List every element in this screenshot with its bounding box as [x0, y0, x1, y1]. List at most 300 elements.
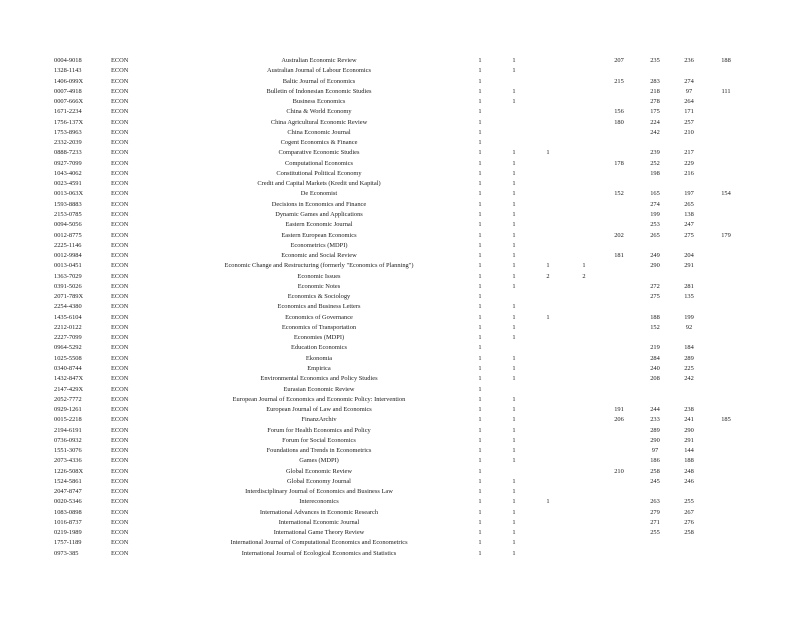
table-row — [0, 477, 800, 487]
rank-f-cell: 175 — [650, 108, 660, 116]
issn-cell: 0023-4591 — [54, 180, 82, 188]
table-row — [0, 313, 800, 323]
table-row — [0, 138, 800, 148]
rank-g-cell: 199 — [684, 313, 694, 321]
rank-g-cell: 289 — [684, 354, 694, 362]
rank-g-cell: 275 — [684, 231, 694, 239]
journal-name-cell: European Journal of Law and Economics — [266, 406, 372, 414]
issn-cell: 2225-1146 — [54, 241, 82, 249]
journal-name-cell: Decisions in Economics and Finance — [271, 200, 367, 208]
flag-a-cell: 1 — [478, 210, 482, 218]
rank-h-cell: 179 — [721, 231, 731, 239]
issn-cell: 1551-3076 — [54, 447, 82, 455]
flag-a-cell: 1 — [478, 395, 482, 403]
table-row — [0, 405, 800, 415]
field-cell: ECON — [111, 272, 129, 280]
table-row — [0, 395, 800, 405]
journal-name-cell: Empirica — [307, 364, 331, 372]
flag-a-cell: 1 — [478, 98, 482, 106]
table-row — [0, 343, 800, 353]
field-cell: ECON — [111, 98, 129, 106]
rank-f-cell: 165 — [650, 190, 660, 198]
rank-f-cell: 245 — [650, 477, 660, 485]
rank-f-cell: 265 — [650, 231, 660, 239]
issn-cell: 0004-9018 — [54, 57, 82, 64]
journal-name-cell: China Economic Journal — [287, 128, 351, 136]
journal-name-cell: Bulletin of Indonesian Economic Studies — [266, 87, 372, 95]
table-row — [0, 128, 800, 138]
flag-b-cell: 1 — [512, 149, 516, 157]
rank-f-cell: 283 — [650, 77, 660, 85]
flag-b-cell: 1 — [512, 477, 516, 485]
table-row — [0, 148, 800, 158]
issn-cell: 1435-6104 — [54, 313, 82, 321]
rank-g-cell: 291 — [684, 436, 694, 444]
flag-a-cell: 1 — [478, 498, 482, 506]
rank-h-cell: 185 — [721, 416, 731, 424]
rank-g-cell: 210 — [684, 128, 694, 136]
flag-a-cell: 1 — [478, 529, 482, 537]
flag-c-cell: 2 — [546, 272, 550, 280]
rank-g-cell: 241 — [684, 416, 694, 424]
issn-cell: 0007-4918 — [54, 87, 82, 95]
flag-a-cell: 1 — [478, 67, 482, 75]
flag-d-cell: 2 — [582, 272, 586, 280]
rank-f-cell: 198 — [650, 169, 660, 177]
field-cell: ECON — [111, 467, 129, 475]
rank-g-cell: 236 — [684, 57, 694, 64]
issn-cell: 0340-8744 — [54, 364, 82, 372]
issn-cell: 0007-666X — [54, 98, 84, 106]
flag-b-cell: 1 — [512, 159, 516, 167]
flag-a-cell: 1 — [478, 477, 482, 485]
journal-name-cell: Economics of Governance — [285, 313, 353, 321]
flag-b-cell: 1 — [512, 354, 516, 362]
rank-g-cell: 229 — [684, 159, 694, 167]
issn-cell: 2153-0785 — [54, 210, 82, 218]
flag-b-cell: 1 — [512, 488, 516, 496]
field-cell: ECON — [111, 416, 129, 424]
flag-b-cell: 1 — [512, 457, 516, 465]
issn-cell: 1025-5508 — [54, 354, 82, 362]
issn-cell: 2332-2039 — [54, 139, 82, 147]
table-row — [0, 415, 800, 425]
field-cell: ECON — [111, 375, 129, 383]
flag-a-cell: 1 — [478, 344, 482, 352]
field-cell: ECON — [111, 457, 129, 465]
rank-g-cell: 246 — [684, 477, 694, 485]
flag-a-cell: 1 — [478, 416, 482, 424]
flag-a-cell: 1 — [478, 252, 482, 260]
issn-cell: 0929-1261 — [54, 406, 82, 414]
field-cell: ECON — [111, 323, 129, 331]
journal-name-cell: Computational Economics — [285, 159, 353, 167]
rank-g-cell: 144 — [684, 447, 694, 455]
flag-b-cell: 1 — [512, 210, 516, 218]
issn-cell: 0094-5056 — [54, 221, 82, 229]
field-cell: ECON — [111, 210, 129, 218]
rank-f-cell: 186 — [650, 457, 660, 465]
rank-f-cell: 249 — [650, 252, 660, 260]
table-row — [0, 446, 800, 456]
journal-name-cell: Baltic Journal of Economics — [282, 77, 356, 85]
journal-name-cell: Economic Change and Restructuring (formerly "Economics of Planning") — [224, 262, 414, 270]
issn-cell: 0973-385 — [54, 549, 79, 557]
issn-cell: 1406-099X — [54, 77, 84, 85]
flag-a-cell: 1 — [478, 190, 482, 198]
journal-name-cell: FinanzArchiv — [301, 416, 337, 424]
table-row — [0, 374, 800, 384]
journal-name-cell: Forum for Social Economics — [282, 436, 356, 444]
flag-b-cell: 1 — [512, 272, 516, 280]
table-row — [0, 302, 800, 312]
flag-b-cell: 1 — [512, 87, 516, 95]
field-cell: ECON — [111, 395, 129, 403]
flag-b-cell: 1 — [512, 364, 516, 372]
journal-name-cell: International Economic Journal — [278, 518, 360, 526]
journal-table — [0, 56, 800, 559]
issn-cell: 0391-5026 — [54, 282, 82, 290]
flag-a-cell: 1 — [478, 57, 482, 64]
journal-name-cell: Global Economy Journal — [287, 477, 351, 485]
issn-cell: 0015-2218 — [54, 416, 82, 424]
rank-h-cell: 111 — [721, 87, 731, 95]
flag-a-cell: 1 — [478, 262, 482, 270]
flag-b-cell: 1 — [512, 447, 516, 455]
issn-cell: 1226-508X — [54, 467, 84, 475]
table-row — [0, 220, 800, 230]
field-cell: ECON — [111, 67, 129, 75]
field-cell: ECON — [111, 190, 129, 198]
flag-a-cell: 1 — [478, 180, 482, 188]
rank-f-cell: 218 — [650, 87, 660, 95]
flag-a-cell: 1 — [478, 334, 482, 342]
rank-g-cell: 264 — [684, 98, 694, 106]
issn-cell: 0219-1989 — [54, 529, 82, 537]
flag-a-cell: 1 — [478, 159, 482, 167]
flag-c-cell: 1 — [546, 262, 550, 270]
field-cell: ECON — [111, 108, 129, 116]
field-cell: ECON — [111, 180, 129, 188]
table-row — [0, 528, 800, 538]
issn-cell: 2227-7099 — [54, 334, 82, 342]
flag-a-cell: 1 — [478, 303, 482, 311]
issn-cell: 2071-789X — [54, 293, 84, 301]
field-cell: ECON — [111, 508, 129, 516]
journal-name-cell: Economic Issues — [297, 272, 341, 280]
flag-a-cell: 1 — [478, 539, 482, 547]
table-row — [0, 210, 800, 220]
journal-name-cell: Eastern European Economics — [281, 231, 357, 239]
journal-name-cell: Eastern Economic Journal — [285, 221, 353, 229]
rank-g-cell: 217 — [684, 149, 694, 157]
field-cell: ECON — [111, 518, 129, 526]
table-row — [0, 189, 800, 199]
field-cell: ECON — [111, 149, 129, 157]
flag-b-cell: 1 — [512, 231, 516, 239]
table-row — [0, 323, 800, 333]
flag-a-cell: 1 — [478, 313, 482, 321]
journal-name-cell: Economic and Social Review — [281, 252, 357, 260]
rank-g-cell: 225 — [684, 364, 694, 372]
rank-f-cell: 258 — [650, 467, 660, 475]
journal-name-cell: International Journal of Computational Economics and Econometrics — [230, 539, 408, 547]
flag-b-cell: 1 — [512, 395, 516, 403]
rank-e-cell: 178 — [614, 159, 624, 167]
table-row — [0, 364, 800, 374]
flag-b-cell: 1 — [512, 180, 516, 188]
rank-g-cell: 216 — [684, 169, 694, 177]
journal-name-cell: Constitutional Political Economy — [276, 169, 362, 177]
journal-name-cell: International Advances in Economic Research — [259, 508, 379, 516]
journal-name-cell: Cogent Economics & Finance — [280, 139, 358, 147]
rank-g-cell: 204 — [684, 252, 694, 260]
rank-f-cell: 271 — [650, 518, 660, 526]
flag-a-cell: 1 — [478, 87, 482, 95]
flag-a-cell: 1 — [478, 385, 482, 393]
flag-b-cell: 1 — [512, 498, 516, 506]
flag-a-cell: 1 — [478, 293, 482, 301]
rank-f-cell: 97 — [651, 447, 659, 455]
flag-b-cell: 1 — [512, 200, 516, 208]
issn-cell: 1593-8883 — [54, 200, 82, 208]
rank-f-cell: 233 — [650, 416, 660, 424]
issn-cell: 0020-5346 — [54, 498, 82, 506]
flag-a-cell: 1 — [478, 221, 482, 229]
flag-b-cell: 1 — [512, 334, 516, 342]
issn-cell: 1753-8963 — [54, 128, 82, 136]
table-row — [0, 354, 800, 364]
flag-b-cell: 1 — [512, 241, 516, 249]
rank-g-cell: 242 — [684, 375, 694, 383]
journal-name-cell: Foundations and Trends in Econometrics — [266, 447, 372, 455]
flag-a-cell: 1 — [478, 508, 482, 516]
flag-a-cell: 1 — [478, 426, 482, 434]
flag-b-cell: 1 — [512, 323, 516, 331]
field-cell: ECON — [111, 426, 129, 434]
table-row — [0, 456, 800, 466]
journal-name-cell: Credit and Capital Markets (Kredit und Kapital) — [257, 180, 381, 188]
field-cell: ECON — [111, 313, 129, 321]
field-cell: ECON — [111, 241, 129, 249]
rank-g-cell: 290 — [684, 426, 694, 434]
rank-f-cell: 152 — [650, 323, 660, 331]
rank-g-cell: 135 — [684, 293, 694, 301]
field-cell: ECON — [111, 118, 129, 126]
rank-g-cell: 184 — [684, 344, 694, 352]
journal-name-cell: European Journal of Economics and Economic Policy: Intervention — [232, 395, 406, 403]
rank-g-cell: 238 — [684, 406, 694, 414]
table-row — [0, 282, 800, 292]
issn-cell: 0012-8775 — [54, 231, 82, 239]
journal-name-cell: Econometrics (MDPI) — [290, 241, 348, 249]
journal-name-cell: De Economist — [300, 190, 338, 198]
flag-b-cell: 1 — [512, 98, 516, 106]
table-row — [0, 179, 800, 189]
rank-f-cell: 279 — [650, 508, 660, 516]
rank-e-cell: 206 — [614, 416, 624, 424]
journal-name-cell: Interdisciplinary Journal of Economics and Business Law — [245, 488, 393, 496]
journal-name-cell: Education Economics — [291, 344, 347, 352]
flag-b-cell: 1 — [512, 282, 516, 290]
table-row — [0, 251, 800, 261]
rank-f-cell: 253 — [650, 221, 660, 229]
table-row — [0, 159, 800, 169]
flag-a-cell: 1 — [478, 149, 482, 157]
rank-f-cell: 289 — [650, 426, 660, 434]
flag-a-cell: 1 — [478, 447, 482, 455]
journal-name-cell: Forum for Health Economics and Policy — [267, 426, 371, 434]
rank-e-cell: 181 — [614, 252, 624, 260]
flag-a-cell: 1 — [478, 200, 482, 208]
rank-f-cell: 239 — [650, 149, 660, 157]
field-cell: ECON — [111, 488, 129, 496]
issn-cell: 0012-9984 — [54, 252, 82, 260]
flag-b-cell: 1 — [512, 190, 516, 198]
rank-f-cell: 240 — [650, 364, 660, 372]
flag-b-cell: 1 — [512, 169, 516, 177]
issn-cell: 1016-8737 — [54, 518, 82, 526]
flag-a-cell: 1 — [478, 231, 482, 239]
rank-f-cell: 275 — [650, 293, 660, 301]
table-row — [0, 56, 800, 66]
field-cell: ECON — [111, 498, 129, 506]
table-row — [0, 87, 800, 97]
rank-f-cell: 244 — [650, 406, 660, 414]
rank-h-cell: 154 — [721, 190, 731, 198]
issn-cell: 0013-0451 — [54, 262, 82, 270]
flag-c-cell: 1 — [546, 498, 550, 506]
field-cell: ECON — [111, 139, 129, 147]
table-row — [0, 231, 800, 241]
issn-cell: 1363-7029 — [54, 272, 82, 280]
field-cell: ECON — [111, 77, 129, 85]
rank-h-cell: 188 — [721, 57, 731, 64]
rank-f-cell: 278 — [650, 98, 660, 106]
journal-name-cell: Economics of Transportation — [281, 323, 357, 331]
journal-name-cell: Comparative Economic Studies — [278, 149, 360, 157]
flag-d-cell: 1 — [582, 262, 586, 270]
rank-e-cell: 215 — [614, 77, 624, 85]
journal-name-cell: Economic Notes — [297, 282, 341, 290]
field-cell: ECON — [111, 447, 129, 455]
flag-b-cell: 1 — [512, 303, 516, 311]
rank-e-cell: 156 — [614, 108, 624, 116]
rank-f-cell: 290 — [650, 262, 660, 270]
journal-name-cell: Australian Economic Review — [281, 57, 357, 64]
rank-f-cell: 252 — [650, 159, 660, 167]
flag-a-cell: 1 — [478, 272, 482, 280]
rank-f-cell: 235 — [650, 57, 660, 64]
field-cell: ECON — [111, 549, 129, 557]
flag-a-cell: 1 — [478, 406, 482, 414]
flag-b-cell: 1 — [512, 539, 516, 547]
field-cell: ECON — [111, 262, 129, 270]
rank-f-cell: 274 — [650, 200, 660, 208]
rank-e-cell: 152 — [614, 190, 624, 198]
flag-b-cell: 1 — [512, 549, 516, 557]
table-row — [0, 169, 800, 179]
rank-e-cell: 191 — [614, 406, 624, 414]
journal-name-cell: Business Economics — [292, 98, 346, 106]
table-row — [0, 538, 800, 548]
rank-g-cell: 274 — [684, 77, 694, 85]
flag-a-cell: 1 — [478, 436, 482, 444]
flag-a-cell: 1 — [478, 354, 482, 362]
flag-b-cell: 1 — [512, 436, 516, 444]
journal-name-cell: International Game Theory Review — [273, 529, 365, 537]
flag-b-cell: 1 — [512, 221, 516, 229]
rank-e-cell: 207 — [614, 57, 624, 64]
table-row — [0, 77, 800, 87]
rank-g-cell: 291 — [684, 262, 694, 270]
issn-cell: 1083-0898 — [54, 508, 82, 516]
rank-g-cell: 281 — [684, 282, 694, 290]
field-cell: ECON — [111, 200, 129, 208]
flag-b-cell: 1 — [512, 416, 516, 424]
journal-name-cell: China & World Economy — [286, 108, 352, 116]
rank-f-cell: 255 — [650, 529, 660, 537]
table-row — [0, 272, 800, 282]
flag-c-cell: 1 — [546, 313, 550, 321]
flag-a-cell: 1 — [478, 375, 482, 383]
flag-b-cell: 1 — [512, 518, 516, 526]
flag-a-cell: 1 — [478, 549, 482, 557]
journal-name-cell: Economies (MDPI) — [293, 334, 345, 342]
table-row — [0, 241, 800, 251]
table-row — [0, 549, 800, 559]
table-row — [0, 200, 800, 210]
rank-g-cell: 138 — [684, 210, 694, 218]
field-cell: ECON — [111, 334, 129, 342]
rank-g-cell: 258 — [684, 529, 694, 537]
issn-cell: 0736-0932 — [54, 436, 82, 444]
rank-f-cell: 263 — [650, 498, 660, 506]
issn-cell: 2047-8747 — [54, 488, 82, 496]
flag-b-cell: 1 — [512, 508, 516, 516]
field-cell: ECON — [111, 282, 129, 290]
flag-a-cell: 1 — [478, 467, 482, 475]
table-row — [0, 261, 800, 271]
rank-f-cell: 242 — [650, 128, 660, 136]
table-row — [0, 508, 800, 518]
rank-g-cell: 267 — [684, 508, 694, 516]
rank-f-cell: 188 — [650, 313, 660, 321]
rank-g-cell: 265 — [684, 200, 694, 208]
journal-name-cell: Economics & Sociology — [287, 293, 351, 301]
field-cell: ECON — [111, 159, 129, 167]
issn-cell: 0964-5292 — [54, 344, 82, 352]
issn-cell: 2212-0122 — [54, 323, 82, 331]
table-row — [0, 436, 800, 446]
rank-g-cell: 188 — [684, 457, 694, 465]
flag-a-cell: 1 — [478, 364, 482, 372]
field-cell: ECON — [111, 364, 129, 372]
table-row — [0, 292, 800, 302]
flag-a-cell: 1 — [478, 323, 482, 331]
field-cell: ECON — [111, 128, 129, 136]
issn-cell: 2254-4380 — [54, 303, 82, 311]
flag-b-cell: 1 — [512, 375, 516, 383]
flag-a-cell: 1 — [478, 169, 482, 177]
journal-name-cell: Ekonomia — [305, 354, 333, 362]
table-row — [0, 497, 800, 507]
table-row — [0, 333, 800, 343]
table-row — [0, 487, 800, 497]
issn-cell: 0013-063X — [54, 190, 84, 198]
field-cell: ECON — [111, 252, 129, 260]
flag-a-cell: 1 — [478, 488, 482, 496]
